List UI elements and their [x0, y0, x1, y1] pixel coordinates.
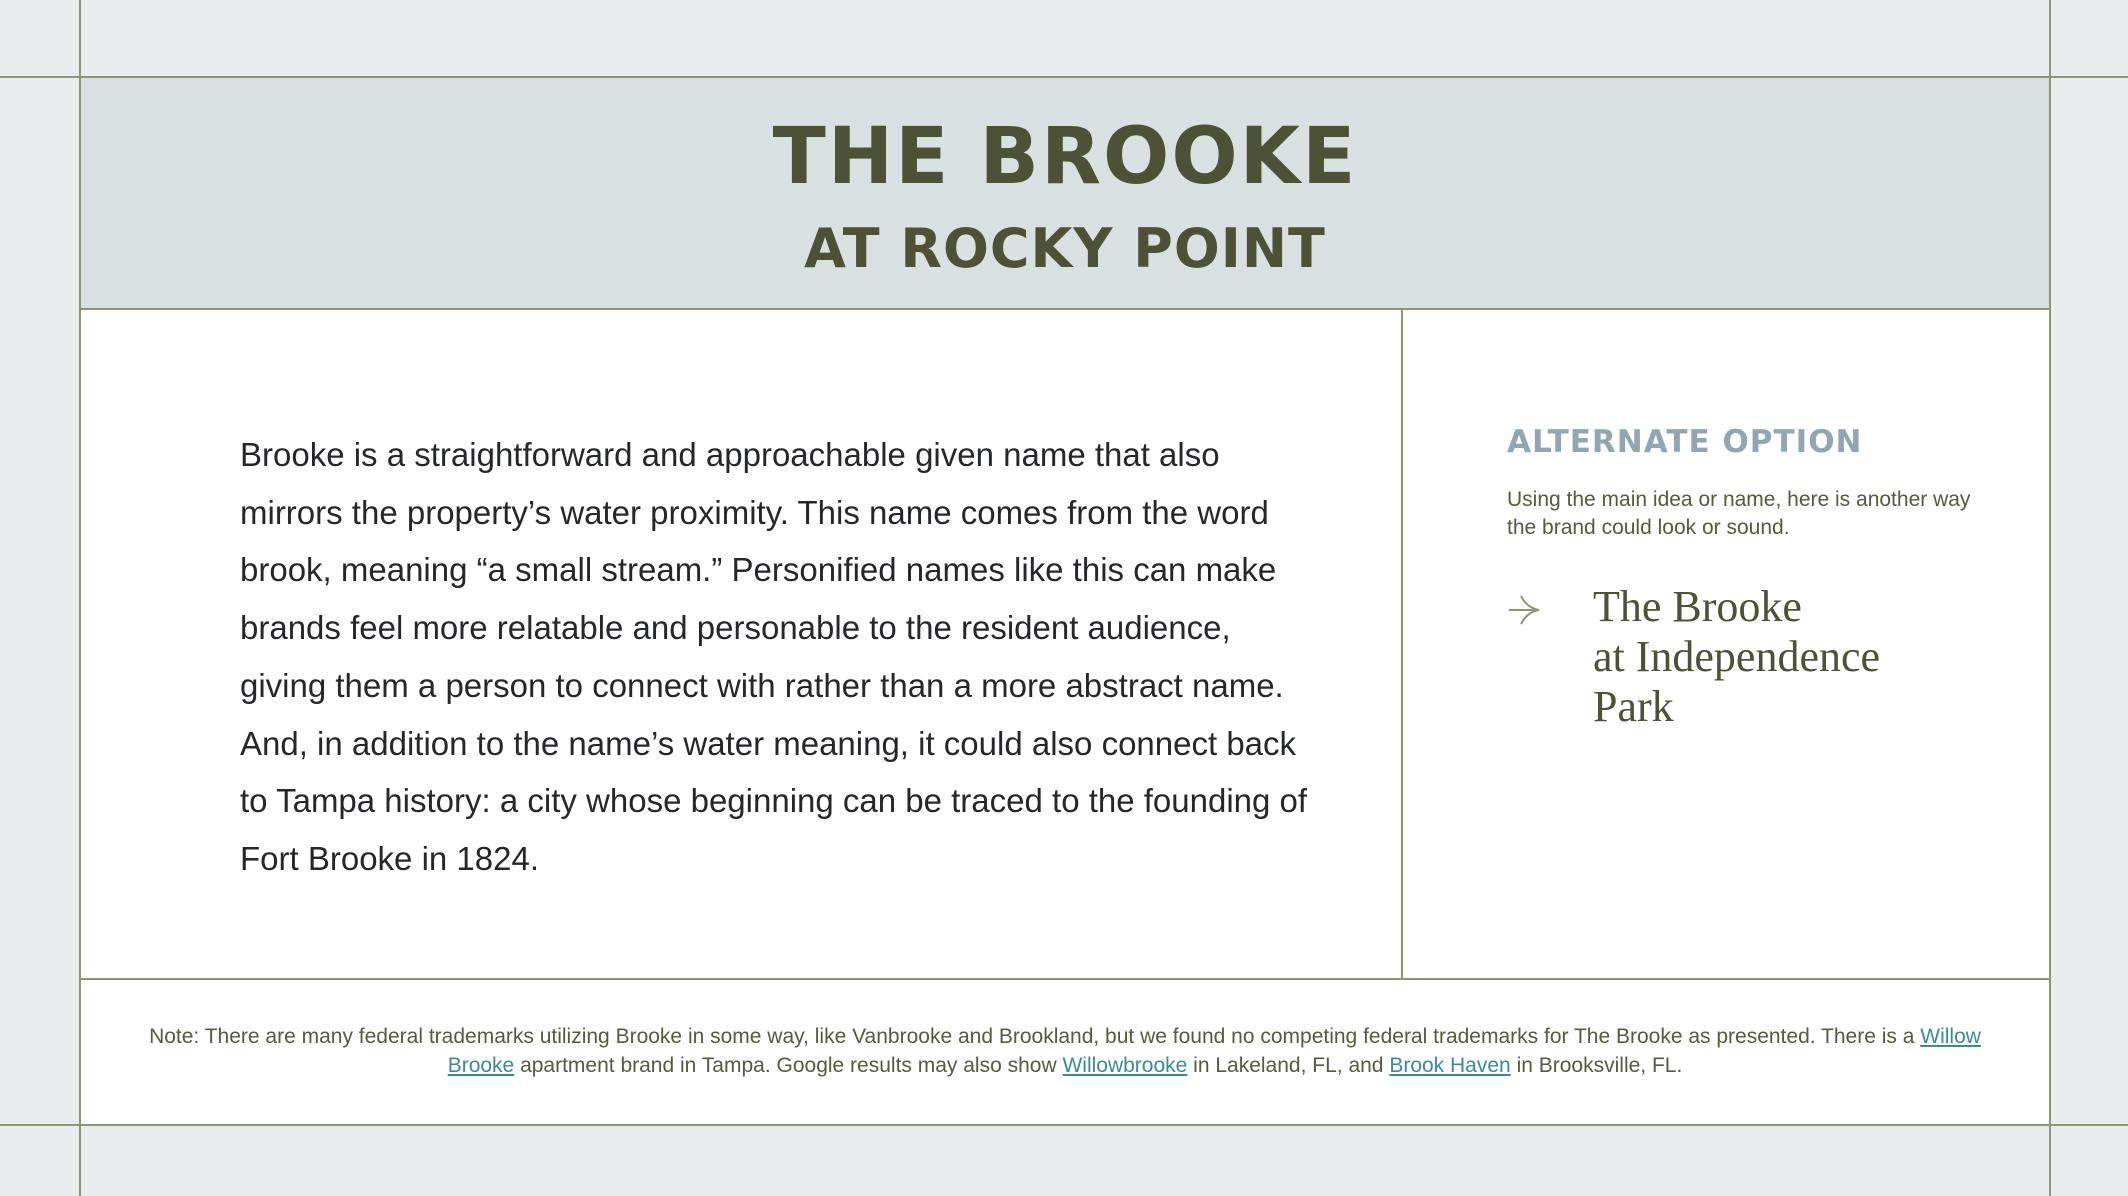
header-banner — [81, 78, 2049, 308]
guide-line-bottom — [0, 1124, 2128, 1126]
arrow-icon — [1507, 592, 1543, 628]
note-text: Note: There are many federal trademarks utilizing Brooke in some way, like Vanbrooke and Brookland, but we found no competing federal trademarks for The Brooke as presented. There is a — [149, 1025, 1921, 1048]
description-paragraph: Brooke is a straightforward and approachable given name that also mirrors the property’s water proximity. This name comes from the word brook, meaning “a small stream.” Personified names like this can make brands feel more relatable and personable to the resident audience, giving them a person to connect with rather than a more abstract name. And, in addition to the name’s water meaning, it could also connect back to Tampa history: a city whose beginning can be traced to the founding of Fort Brooke in 1824. — [240, 436, 1308, 877]
alternate-name-line: Park — [1593, 682, 1674, 731]
page-title: THE BROOKE — [772, 112, 1358, 202]
alternate-name-line: at Independence — [1593, 632, 1881, 681]
footer-note-panel — [81, 980, 2049, 1124]
willow-brooke-link[interactable]: Willow Brooke — [447, 1025, 1981, 1077]
note-text: in Brooksville, FL. — [1510, 1054, 1683, 1077]
alternate-option-description: Using the main idea or name, here is another way the brand could look or sound. — [1507, 488, 1971, 539]
brook-haven-link[interactable]: Brook Haven — [1389, 1054, 1511, 1077]
alternate-name-line: The Brooke — [1593, 582, 1802, 631]
trademark-note — [141, 1022, 1989, 1080]
guide-line-right — [2049, 0, 2051, 1196]
main-content — [81, 310, 1401, 978]
alternate-option-heading: ALTERNATE OPTION — [1507, 424, 1863, 460]
alternate-name — [1593, 582, 1880, 732]
willowbrooke-link[interactable]: Willowbrooke — [1062, 1054, 1188, 1077]
page-subtitle: AT ROCKY POINT — [804, 217, 1326, 280]
note-text: in Lakeland, FL, and — [1187, 1054, 1390, 1077]
alternate-option-panel — [1403, 310, 2049, 978]
note-text: apartment brand in Tampa. Google results may also show — [514, 1054, 1063, 1077]
